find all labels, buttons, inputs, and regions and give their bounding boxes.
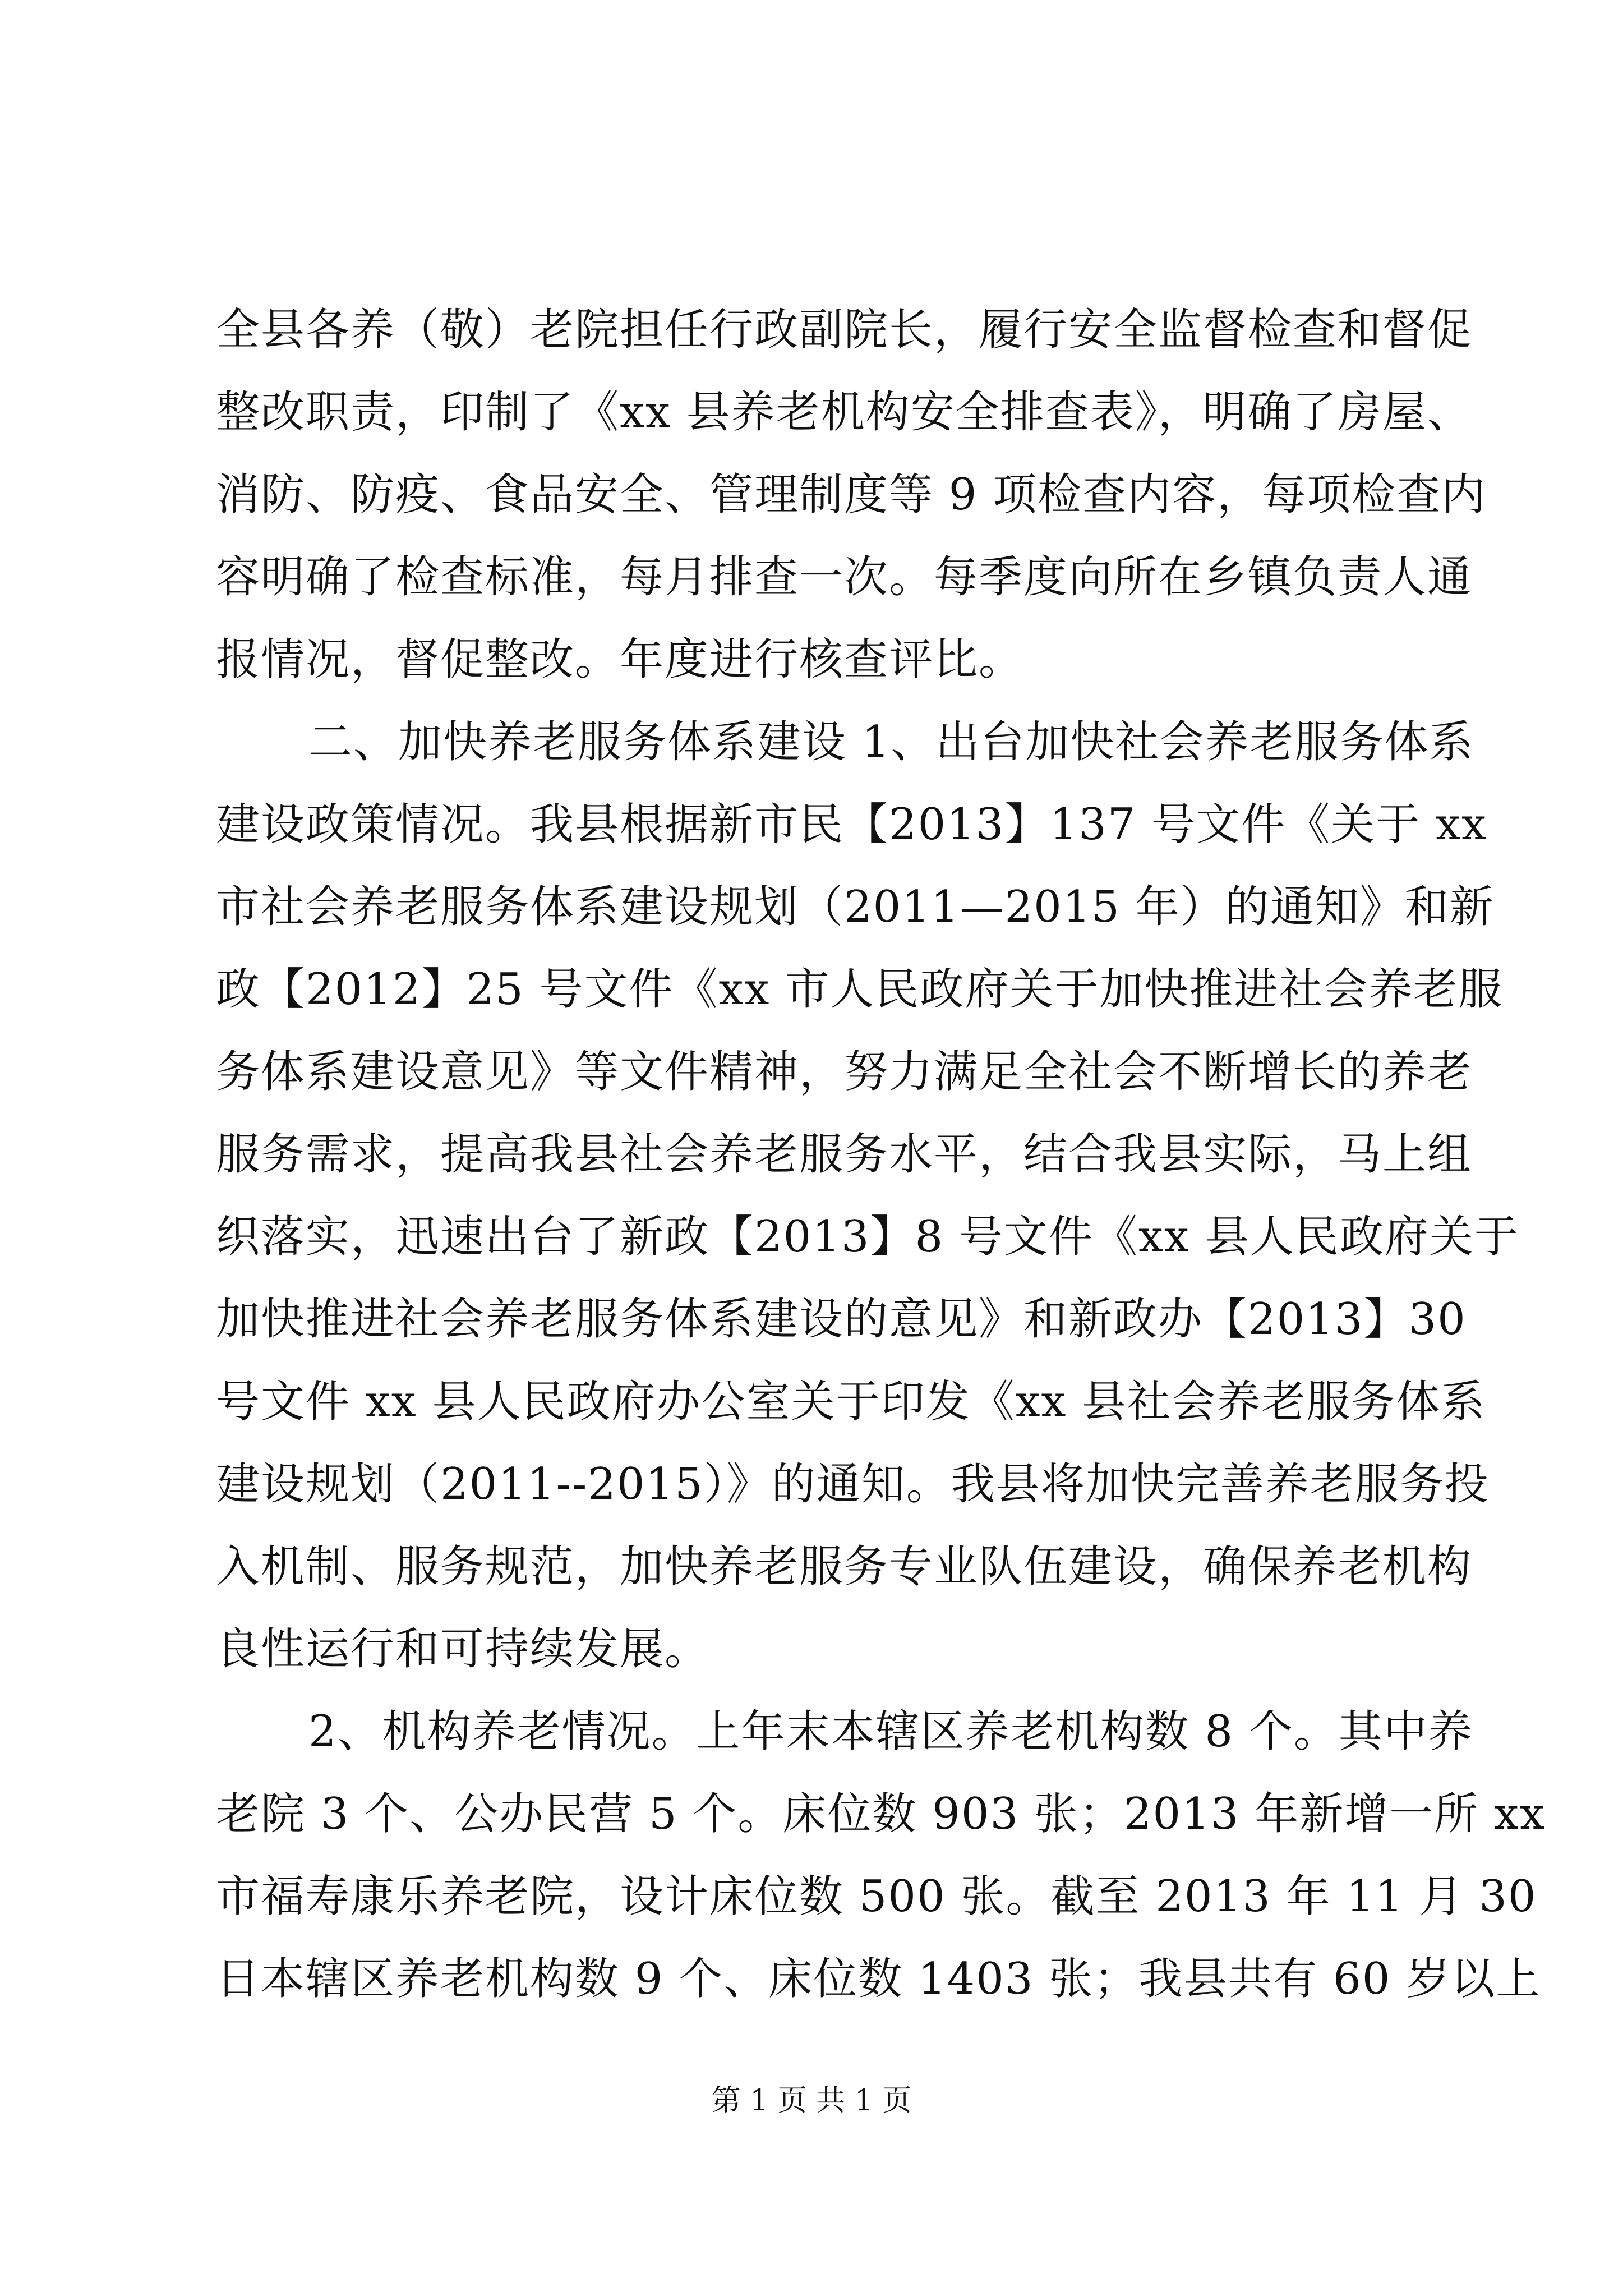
text-line: 老院 3 个、公办民营 5 个。床位数 903 张；2013 年新增一所 xx <box>216 1789 1546 1839</box>
text-line: 政【2012】25 号文件《xx 市人民政府关于加快推进社会养老服 <box>216 964 1504 1015</box>
text-line: 2、机构养老情况。上年末本辖区养老机构数 8 个。其中养 <box>308 1706 1473 1757</box>
text-line: 日本辖区养老机构数 9 个、床位数 1403 张；我县共有 60 岁以上 <box>216 1954 1541 2004</box>
text-line: 建设规划（2011--2015）》的通知。我县将加快完善养老服务投 <box>216 1459 1490 1510</box>
text-line: 入机制、服务规范，加快养老服务专业队伍建设，确保养老机构 <box>216 1542 1473 1592</box>
text-line: 报情况，督促整改。年度进行核查评比。 <box>216 634 1024 685</box>
text-line: 良性运行和可持续发展。 <box>216 1624 710 1674</box>
text-line: 消防、防疫、食品安全、管理制度等 9 项检查内容，每项检查内 <box>216 470 1487 520</box>
text-line: 服务需求，提高我县社会养老服务水平，结合我县实际，马上组 <box>216 1129 1473 1180</box>
text-line: 整改职责，印制了《xx 县养老机构安全排查表》，明确了房屋、 <box>216 387 1472 438</box>
text-line: 全县各养（敬）老院担任行政副院长，履行安全监督检查和督促 <box>216 305 1473 355</box>
text-line: 建设政策情况。我县根据新市民【2013】137 号文件《关于 xx <box>216 799 1487 850</box>
text-line: 号文件 xx 县人民政府办公室关于印发《xx 县社会养老服务体系 <box>216 1377 1486 1427</box>
text-line: 市社会养老服务体系建设规划（2011—2015 年）的通知》和新 <box>216 882 1495 932</box>
text-line: 务体系建设意见》等文件精神，努力满足全社会不断增长的养老 <box>216 1047 1473 1097</box>
text-line: 加快推进社会养老服务体系建设的意见》和新政办【2013】30 <box>216 1294 1467 1345</box>
page-footer <box>0 2081 1623 2120</box>
document-body <box>216 289 1546 2021</box>
page-number-label: 第 1 页 共 1 页 <box>711 2084 912 2118</box>
text-line: 市福寿康乐养老院，设计床位数 500 张。截至 2013 年 11 月 30 <box>216 1871 1537 1922</box>
text-line: 织落实，迅速出台了新政【2013】8 号文件《xx 县人民政府关于 <box>216 1212 1519 1262</box>
text-line: 二、加快养老服务体系建设 1、出台加快社会养老服务体系 <box>308 717 1474 767</box>
text-line: 容明确了检查标准，每月排查一次。每季度向所在乡镇负责人通 <box>216 552 1473 602</box>
